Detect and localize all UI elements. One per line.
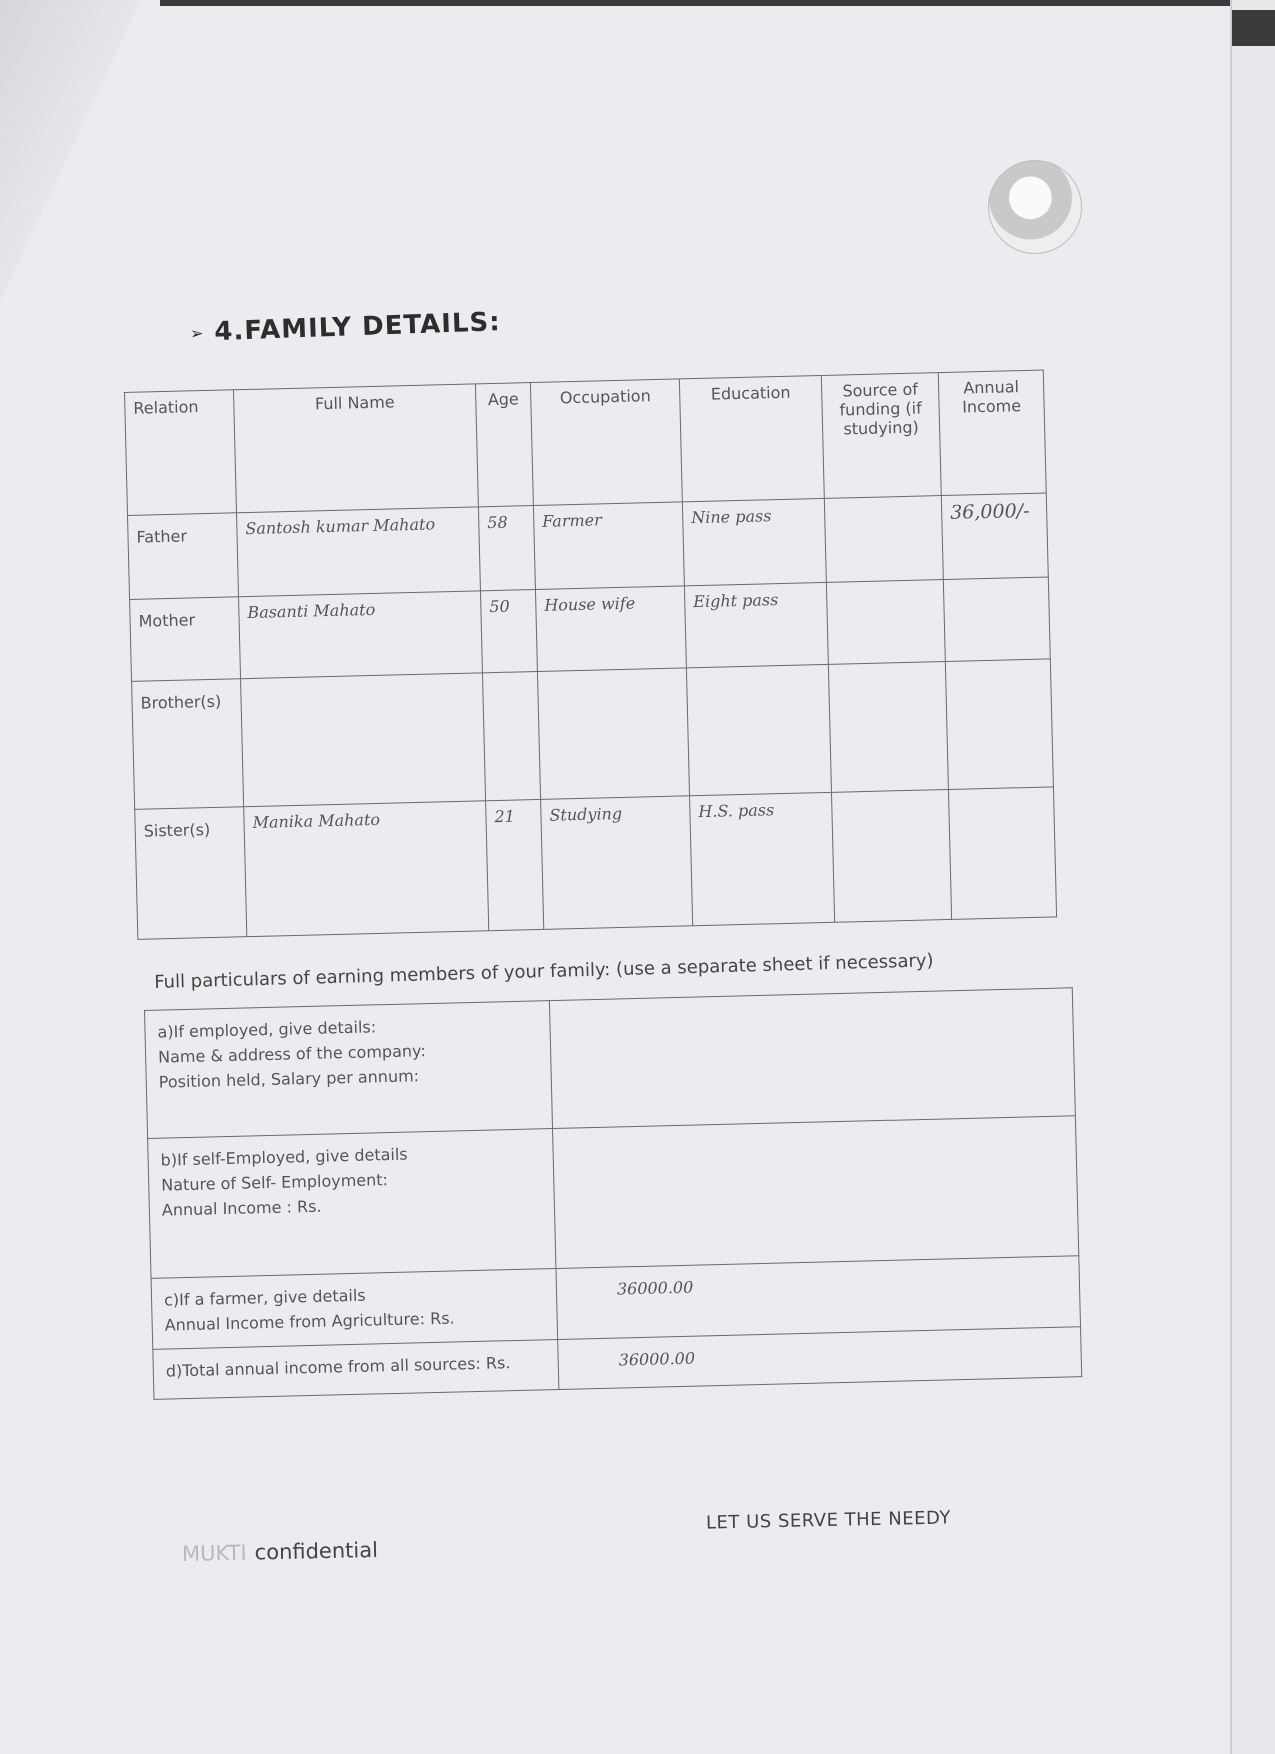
header-full-name: Full Name xyxy=(233,384,478,513)
source-cell xyxy=(824,496,943,583)
footer-brand: MUKTI xyxy=(181,1540,247,1567)
education-cell: H.S. pass xyxy=(690,792,835,925)
relation-cell: Mother xyxy=(130,597,241,682)
footer-confidential-text: confidential xyxy=(254,1537,379,1565)
employed-value xyxy=(549,988,1075,1129)
education-cell xyxy=(686,664,831,795)
source-cell xyxy=(831,789,951,922)
table-row xyxy=(145,988,1076,1139)
occupation-cell: House wife xyxy=(535,586,686,672)
scan-corner xyxy=(1232,10,1275,46)
earning-members-intro: Full particulars of earning members of your family: (use a separate sheet if necessary) xyxy=(154,950,934,993)
relation-cell: Sister(s) xyxy=(135,807,247,940)
full-name-cell: Manika Mahato xyxy=(244,801,489,937)
scan-top-edge xyxy=(160,0,1230,6)
age-cell xyxy=(482,671,540,800)
footer-motto: LET US SERVE THE NEEDY xyxy=(705,1507,952,1534)
header-annual-income: Annual Income xyxy=(938,370,1046,496)
header-source-of-funding: Source of funding (if studying) xyxy=(821,373,941,499)
self-employed-label: b)If self-Employed, give details Nature of Self- Employment: Annual Income : Rs. xyxy=(148,1129,556,1279)
income-cell xyxy=(945,659,1053,790)
family-details-table xyxy=(124,370,1057,940)
full-name-cell: Basanti Mahato xyxy=(239,591,483,679)
table-row xyxy=(135,787,1057,939)
mukti-logo-seal xyxy=(988,160,1082,254)
section-title: 4.FAMILY DETAILS: xyxy=(213,307,502,348)
source-cell xyxy=(828,662,948,793)
education-cell: Nine pass xyxy=(682,498,826,585)
header-age: Age xyxy=(475,383,533,507)
age-cell: 50 xyxy=(480,590,537,673)
section-heading xyxy=(189,307,501,348)
farmer-income-value: 36000.00 xyxy=(556,1256,1081,1339)
full-name-cell: Santosh kumar Mahato xyxy=(236,507,480,597)
earning-members-table xyxy=(144,987,1082,1399)
income-cell xyxy=(948,787,1056,920)
occupation-cell xyxy=(537,668,689,800)
header-relation: Relation xyxy=(125,390,237,516)
age-cell: 58 xyxy=(478,506,535,591)
header-occupation: Occupation xyxy=(530,379,682,506)
education-cell: Eight pass xyxy=(684,582,828,667)
total-income-value: 36000.00 xyxy=(558,1326,1082,1389)
age-cell: 21 xyxy=(486,799,544,930)
income-cell: 36,000/- xyxy=(941,493,1048,580)
source-cell xyxy=(826,580,945,665)
full-name-cell xyxy=(241,673,486,807)
table-row xyxy=(148,1116,1079,1279)
self-employed-value xyxy=(553,1116,1079,1269)
table-row xyxy=(132,659,1054,809)
occupation-cell: Studying xyxy=(541,796,693,930)
footer-confidential xyxy=(182,1538,378,1566)
relation-cell: Brother(s) xyxy=(132,679,244,810)
total-income-label: d)Total annual income from all sources: Rs. xyxy=(153,1339,559,1399)
scan-right-edge xyxy=(1230,0,1275,1754)
relation-cell: Father xyxy=(128,513,239,600)
farmer-label: c)If a farmer, give details Annual Income from Agriculture: Rs. xyxy=(151,1269,558,1349)
occupation-cell: Farmer xyxy=(533,502,684,590)
employed-label: a)If employed, give details: Name & address of the company: Position held, Salary per annum: xyxy=(145,1001,553,1139)
income-cell xyxy=(943,577,1050,662)
family-table-header-row xyxy=(125,370,1047,515)
bullet-arrow-icon: ➢ xyxy=(189,323,205,343)
header-education: Education xyxy=(679,375,824,501)
